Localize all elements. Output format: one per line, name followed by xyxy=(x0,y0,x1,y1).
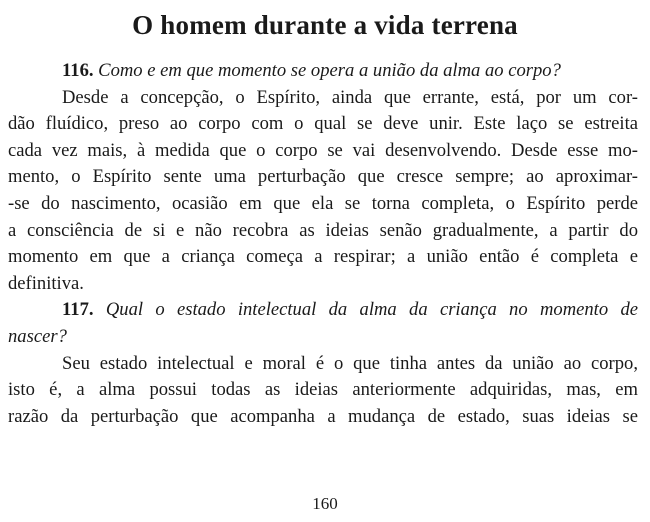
answer-line: isto é, a alma possui todas as ideias anteriormente adquiridas, mas, em xyxy=(8,379,638,401)
chapter-title: O homem durante a vida terrena xyxy=(132,10,518,40)
question-text: nascer? xyxy=(8,325,67,347)
answer-line: mento, o Espírito sente uma perturbação que cresce sempre; ao aproximar- xyxy=(8,166,638,188)
answer-line: a consciência de si e não recobra as ideias senão gradualmente, a partir do xyxy=(8,219,638,241)
answer-line: momento em que a criança começa a respirar; a união então é completa e xyxy=(8,246,638,268)
question-text: Qual o estado intelectual da alma da criança no momento de xyxy=(105,299,638,321)
answer-line: cada vez mais, à medida que o corpo se vai desenvolvendo. Desde esse mo- xyxy=(8,139,638,161)
answer-line: definitiva. xyxy=(8,272,84,294)
answer-line: razão da perturbação que acompanha a mudança de estado, suas ideias se xyxy=(8,405,638,427)
question-117 xyxy=(8,297,638,324)
answer-line: -se do nascimento, ocasião em que ela se torna completa, o Espírito perde xyxy=(8,192,638,214)
answer-line: Seu estado intelectual e moral é o que tinha antes da união ao corpo, xyxy=(62,352,638,374)
answer-line: dão fluídico, preso ao corpo com o qual se deve unir. Este laço se estreita xyxy=(8,113,638,135)
page-body xyxy=(8,58,638,430)
question-text: Como e em que momento se opera a união da alma ao corpo? xyxy=(98,60,561,81)
question-number: 117. xyxy=(62,299,94,321)
question-116 xyxy=(8,58,638,85)
page-number: 160 xyxy=(312,494,338,513)
question-number: 116. xyxy=(62,60,94,81)
question-text-continued xyxy=(8,324,638,351)
answer-line: Desde a concepção, o Espírito, ainda que errante, está, por um cor- xyxy=(62,86,638,108)
